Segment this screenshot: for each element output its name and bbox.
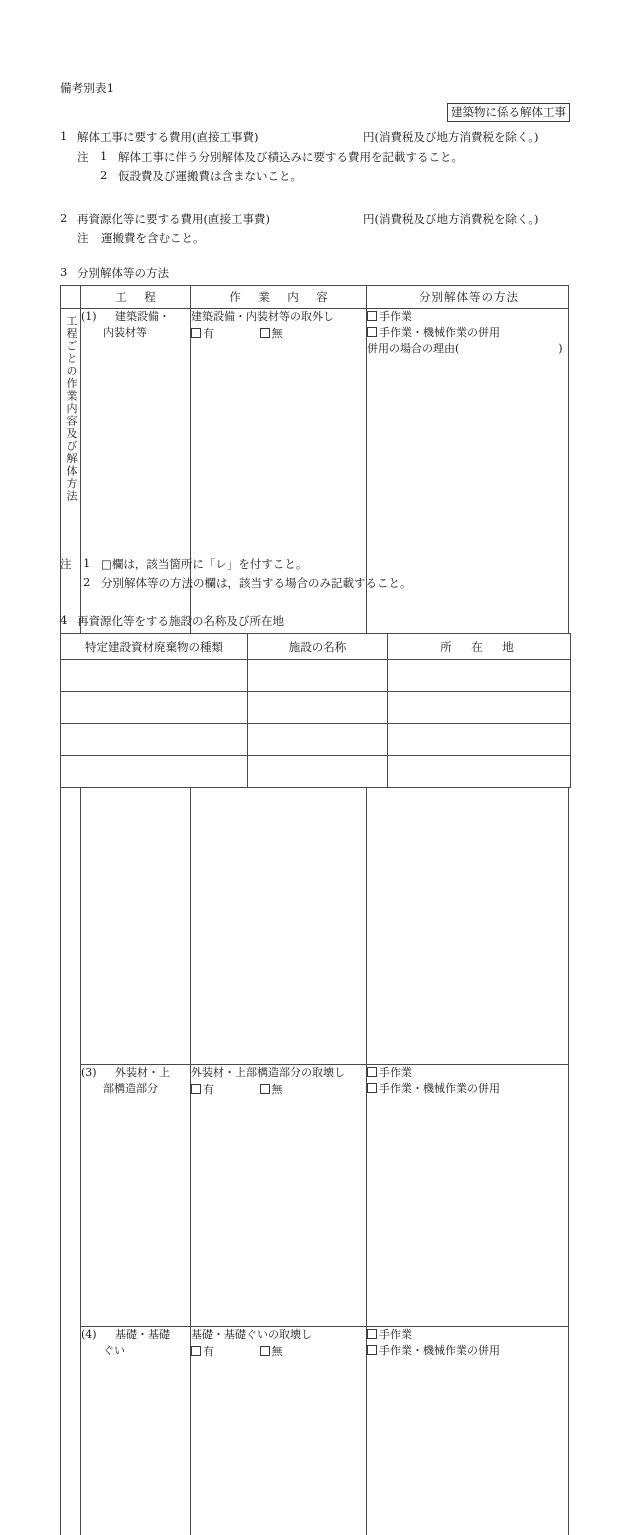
row-3-method	[367, 1064, 569, 1326]
section-2-unit-note: 円(消費税及び地方消費税を除く。)	[363, 211, 539, 227]
row-1-manual-label: 手作業	[379, 310, 412, 323]
row-4-method-combined	[367, 1343, 568, 1359]
row-1-method	[367, 309, 569, 687]
checkbox-manual-icon[interactable]	[367, 311, 377, 321]
document-title-box: 建築物に係る解体工事	[447, 103, 570, 122]
table-row	[61, 724, 571, 756]
row-4-yesno-group	[191, 1344, 366, 1360]
section-1-title: 解体工事に要する費用(直接工事費)	[77, 129, 258, 145]
section-3-number: 3	[60, 265, 67, 279]
row-4-step	[81, 1326, 191, 1535]
process-table-note-1-text: □欄は，該当箇所に「レ」を付すこと。	[101, 556, 307, 572]
section-4-number: 4	[60, 613, 67, 627]
checkbox-manual-icon[interactable]	[367, 1067, 377, 1077]
row-1-step-number: (1)	[81, 309, 115, 325]
row-3-yesno-group	[191, 1082, 366, 1098]
section-2-number: 2	[60, 211, 67, 225]
facility-row-2-location[interactable]	[388, 692, 571, 724]
checkbox-yes-icon[interactable]	[191, 328, 201, 338]
row-1-label-yes: 有	[203, 327, 214, 340]
section-1-note-2-number: 2	[100, 168, 107, 182]
checkbox-no-icon[interactable]	[260, 1084, 270, 1094]
process-table-note-1-number: 1	[83, 556, 90, 570]
process-table-notes-label: 注	[60, 556, 72, 572]
section-1-notes-label: 注	[77, 149, 89, 165]
section-3-title: 分別解体等の方法	[77, 265, 169, 281]
row-3-method-combined	[367, 1081, 568, 1097]
facility-row-4-location[interactable]	[388, 756, 571, 788]
row-1-label-no: 無	[272, 327, 283, 340]
facility-row-1-name[interactable]	[248, 660, 388, 692]
row-3-label-no: 無	[272, 1083, 283, 1096]
row-3-work	[191, 1064, 367, 1326]
checkbox-combined-icon[interactable]	[367, 1083, 377, 1093]
facility-column-header-location: 所 在 地	[388, 634, 571, 660]
row-3-no-wrap	[260, 1082, 283, 1098]
checkbox-no-icon[interactable]	[260, 328, 270, 338]
table-row	[61, 1326, 569, 1535]
row-1-step-line2: 内装材等	[81, 325, 190, 341]
row-1-yesno-group	[191, 326, 366, 342]
section-4-title: 再資源化等をする施設の名称及び所在地	[77, 613, 284, 629]
row-1-method-combined	[367, 325, 568, 341]
table-row	[61, 1064, 569, 1326]
checkbox-yes-icon[interactable]	[191, 1346, 201, 1356]
row-3-step-line1: 外装材・上	[115, 1066, 170, 1079]
form-id-label: 備考別表1	[60, 82, 114, 95]
process-table-note-2-number: 2	[83, 575, 90, 589]
row-4-label-no: 無	[272, 1345, 283, 1358]
row-4-manual-label: 手作業	[379, 1328, 412, 1341]
section-1-number: 1	[60, 129, 67, 143]
row-1-step-line1: 建築設備・	[115, 310, 170, 323]
facility-row-2-name[interactable]	[248, 692, 388, 724]
checkbox-yes-icon[interactable]	[191, 1084, 201, 1094]
section-1-note-1-text: 解体工事に伴う分別解体及び積込みに要する費用を記載すること。	[118, 149, 463, 165]
table-row	[61, 660, 571, 692]
checkbox-manual-icon[interactable]	[367, 1329, 377, 1339]
checkbox-no-icon[interactable]	[260, 1346, 270, 1356]
section-1-note-2-text: 仮設費及び運搬費は含まないこと。	[118, 168, 302, 184]
row-4-method-manual	[367, 1327, 568, 1343]
facility-row-3-waste-type[interactable]	[61, 724, 248, 756]
facility-table	[60, 633, 571, 788]
facility-row-4-waste-type[interactable]	[61, 756, 248, 788]
table-row	[61, 756, 571, 788]
row-1-method-manual	[367, 309, 568, 325]
column-header-work: 作 業 内 容	[191, 286, 367, 309]
row-1-step	[81, 309, 191, 687]
row-1-no-wrap	[260, 326, 283, 342]
table-row	[61, 309, 569, 687]
process-method-table	[60, 285, 569, 1535]
facility-row-3-name[interactable]	[248, 724, 388, 756]
facility-row-2-waste-type[interactable]	[61, 692, 248, 724]
table-row	[61, 692, 571, 724]
facility-row-1-waste-type[interactable]	[61, 660, 248, 692]
row-4-label-yes: 有	[203, 1345, 214, 1358]
row-4-step-line2: ぐい	[81, 1343, 190, 1359]
section-2-title: 再資源化等に要する費用(直接工事費)	[77, 211, 270, 227]
section-2-notes-label: 注	[77, 230, 89, 246]
checkbox-combined-icon[interactable]	[367, 1345, 377, 1355]
row-1-combined-label: 手作業・機械作業の併用	[379, 326, 500, 339]
checkbox-combined-icon[interactable]	[367, 327, 377, 337]
row-3-step	[81, 1064, 191, 1326]
section-1-unit-note: 円(消費税及び地方消費税を除く。)	[363, 129, 539, 145]
row-4-no-wrap	[260, 1344, 283, 1360]
row-3-manual-label: 手作業	[379, 1066, 412, 1079]
row-3-combined-label: 手作業・機械作業の併用	[379, 1082, 500, 1095]
facility-row-4-name[interactable]	[248, 756, 388, 788]
row-4-method	[367, 1326, 569, 1535]
row-1-reason-field[interactable]: 併用の場合の理由( )	[367, 341, 568, 357]
vertical-header-cell	[61, 309, 81, 1535]
facility-header-row	[61, 634, 571, 660]
process-table-note-2-text: 分別解体等の方法の欄は，該当する場合のみ記載すること。	[101, 575, 412, 591]
section-1-note-1-number: 1	[100, 149, 107, 163]
row-1-work-text: 建築設備・内装材等の取外し	[191, 310, 334, 323]
row-3-method-manual	[367, 1065, 568, 1081]
row-4-work-text: 基礎・基礎ぐいの取壊し	[191, 1328, 312, 1341]
vertical-header-spacer	[61, 286, 81, 309]
column-header-method: 分別解体等の方法	[367, 286, 569, 309]
row-4-step-line1: 基礎・基礎	[115, 1328, 170, 1341]
row-4-step-number: (4)	[81, 1327, 115, 1343]
facility-column-header-waste-type: 特定建設資材廃棄物の種類	[61, 634, 248, 660]
row-3-step-line2: 部構造部分	[81, 1081, 190, 1097]
vertical-header-label: 工程ごとの作業内容及び解体方法	[61, 309, 81, 1535]
facility-row-3-location[interactable]	[388, 724, 571, 756]
row-3-step-number: (3)	[81, 1065, 115, 1081]
facility-column-header-name: 施設の名称	[248, 634, 388, 660]
row-4-work	[191, 1326, 367, 1535]
facility-row-1-location[interactable]	[388, 660, 571, 692]
column-header-step: 工 程	[81, 286, 191, 309]
section-2-note-1-text: 運搬費を含むこと。	[101, 230, 205, 246]
row-3-work-text: 外装材・上部構造部分の取壊し	[191, 1066, 345, 1079]
table-header-row	[61, 286, 569, 309]
row-4-combined-label: 手作業・機械作業の併用	[379, 1344, 500, 1357]
row-1-work	[191, 309, 367, 687]
row-3-label-yes: 有	[203, 1083, 214, 1096]
